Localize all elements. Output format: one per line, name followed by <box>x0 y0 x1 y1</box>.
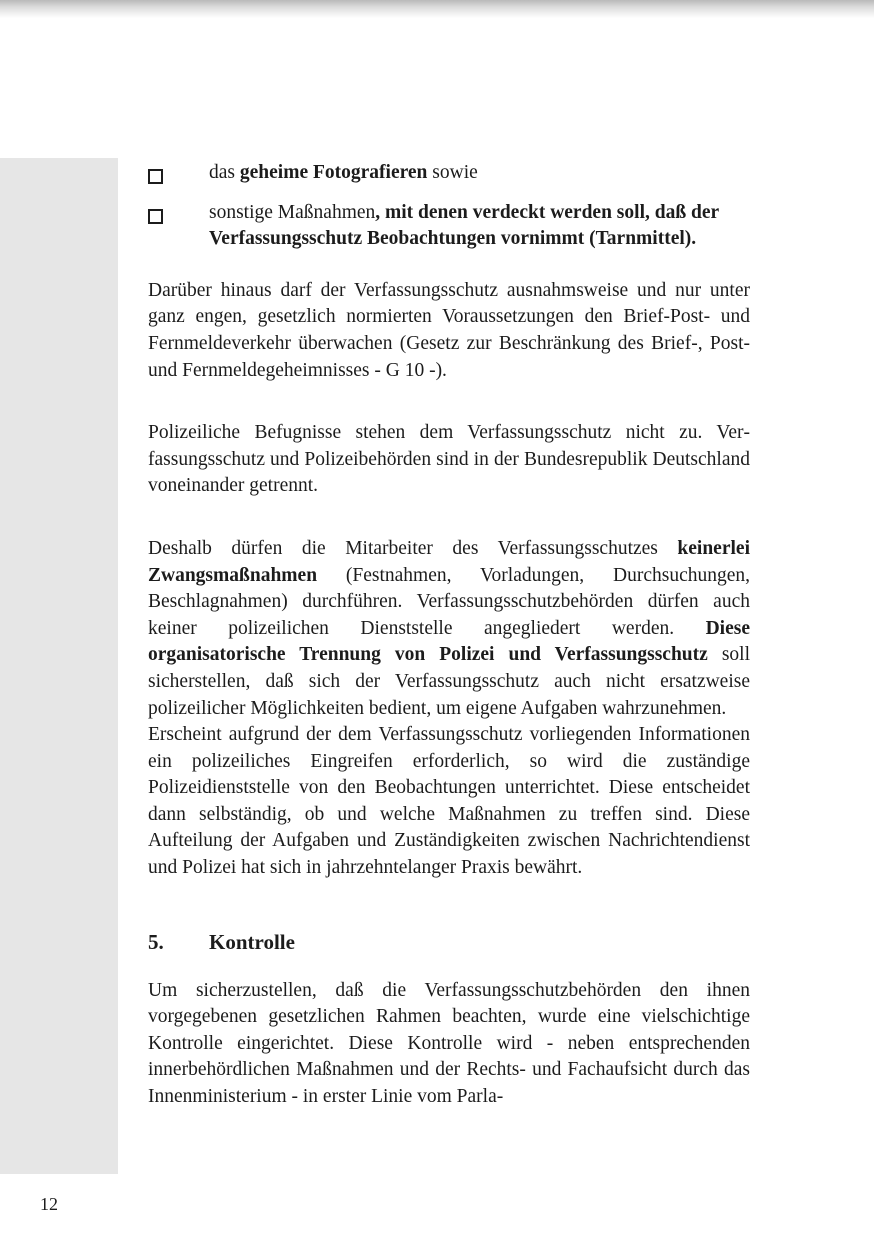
bullet-bold-text: , mit denen verdeckt werden soll, daß der Verfassungsschutz Beobachtungen vornimmt (Tarnmittel). <box>209 201 719 250</box>
paragraph-kontrolle: Um sicherzustellen, daß die Verfassungsschutzbehörden den ihnen vorgegebenen gesetzlichen Rahmen beachten, wurde eine vielschichtige Kontrolle eingerichtet. Diese Kontrolle wird - neben entsprechenden innerbehördlichen Maßnahmen und der Rechts- und Fachaufsicht durch das Innenministerium - in erster Linie vom Parla- <box>148 979 750 1108</box>
bullet-text: sonstige Maßnahmen, mit denen verdeckt werden soll, daß der Verfassungsschutz Beobachtungen vornimmt (Tarnmittel). <box>209 201 719 250</box>
bullet-bold-text: geheime Fotografieren <box>239 162 428 183</box>
bullet-item <box>148 160 750 187</box>
margin-gray-band <box>0 158 118 1174</box>
paragraph-polizeiliche-befugnisse: Polizeiliche Befugnisse stehen dem Verfassungsschutz nicht zu. Verfassungsschutz und Polizeibehörden sind in der Bundesrepublik Deutschland voneinander getrennt. <box>148 422 750 497</box>
paragraph-zwangsmassnahmen: Deshalb dürfen die Mitarbeiter des Verfassungsschutzes keinerlei Zwangsmaßnahmen (Festnahmen, Vorladungen, Durchsuchungen, Beschlagnahmen) durchführen. Verfassungsschutzbehörden dürfen auch keiner polizeilichen Dienststelle angegliedert werden. Diese organisatorische Trennung von Polizei und Verfassungsschutz soll sicherstellen, daß sich der Verfassungsschutz auch nicht ersatzweise polizeilicher Möglichkeiten bedient, um eigene Aufgaben wahrzunehmen. <box>148 537 750 719</box>
checkbox-bullet-icon <box>148 209 163 224</box>
scan-top-shadow <box>0 0 874 18</box>
page-number: 12 <box>40 1194 58 1214</box>
checkbox-bullet-icon <box>148 169 163 184</box>
paragraph-polizeiliches-eingreifen: Erscheint aufgrund der dem Verfassungsschutz vorliegenden Informationen ein polizeiliches Eingreifen erforderlich, so wird die zuständige Polizeidienststelle von den Beobachtungen unterrichtet. Diese entscheidet dann selbständig, ob und welche Maßnahmen zu treffen sind. Diese Aufteilung der Aufgaben und Zuständigkeiten zwischen Nachrichtendienst und Polizei hat sich in jahrzehntelanger Praxis bewährt. <box>148 724 750 879</box>
bullet-item <box>148 200 750 253</box>
paragraph-brief-post: Darüber hinaus darf der Verfassungsschutz ausnahmsweise und nur unter ganz engen, gesetzlich normierten Voraussetzungen den Brief-Post- und Fernmeldeverkehr überwachen (Gesetz zur Beschränkung des Brief-, Post- und Fernmeldegeheimnisses - G 10 -). <box>148 279 750 381</box>
bullet-text: das geheime Fotografieren sowie <box>209 162 478 183</box>
section-number: 5. <box>148 929 164 954</box>
section-heading <box>148 928 750 956</box>
page-body <box>148 160 750 1111</box>
section-title: Kontrolle <box>209 929 295 954</box>
